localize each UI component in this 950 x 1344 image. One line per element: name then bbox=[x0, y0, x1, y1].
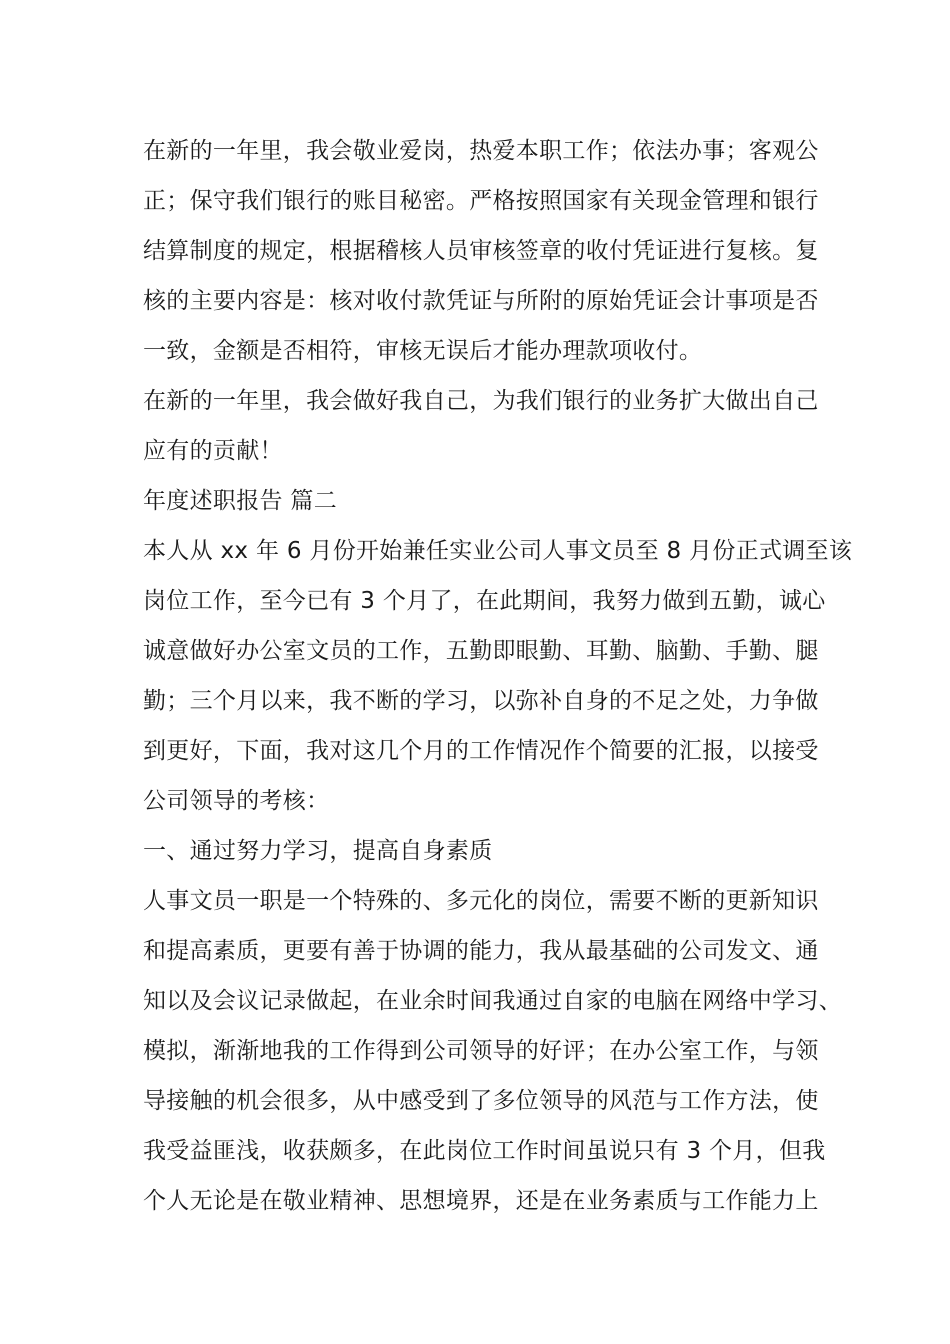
text-line: 模拟，渐渐地我的工作得到公司领导的好评；在办公室工作，与领 bbox=[143, 1038, 819, 1064]
text-line: 本人从 xx 年 6 月份开始兼任实业公司人事文员至 8 月份正式调至该 bbox=[143, 538, 853, 564]
document-body bbox=[143, 126, 853, 1226]
text-line: 诚意做好办公室文员的工作，五勤即眼勤、耳勤、脑勤、手勤、腿 bbox=[143, 638, 819, 664]
text-line: 应有的贡献！ bbox=[143, 438, 283, 464]
text-line: 知以及会议记录做起，在业余时间我通过自家的电脑在网络中学习、 bbox=[143, 988, 842, 1014]
text-line: 正；保守我们银行的账目秘密。严格按照国家有关现金管理和银行 bbox=[143, 188, 819, 214]
text-line: 公司领导的考核： bbox=[143, 788, 330, 814]
text-line: 个人无论是在敬业精神、思想境界，还是在业务素质与工作能力上 bbox=[143, 1188, 819, 1214]
text-line: 一致，金额是否相符，审核无误后才能办理款项收付。 bbox=[143, 338, 703, 364]
text-line: 在新的一年里，我会做好我自己，为我们银行的业务扩大做出自己 bbox=[143, 388, 819, 414]
text-line: 导接触的机会很多，从中感受到了多位领导的风范与工作方法，使 bbox=[143, 1088, 819, 1114]
text-line: 结算制度的规定，根据稽核人员审核签章的收付凭证进行复核。复 bbox=[143, 238, 819, 264]
text-line: 岗位工作，至今已有 3 个月了，在此期间，我努力做到五勤，诚心 bbox=[143, 588, 826, 614]
text-line: 在新的一年里，我会敬业爱岗，热爱本职工作；依法办事；客观公 bbox=[143, 138, 819, 164]
text-line: 人事文员一职是一个特殊的、多元化的岗位，需要不断的更新知识 bbox=[143, 888, 819, 914]
text-line: 勤；三个月以来，我不断的学习，以弥补自身的不足之处，力争做 bbox=[143, 688, 819, 714]
text-line: 我受益匪浅，收获颇多，在此岗位工作时间虽说只有 3 个月，但我 bbox=[143, 1138, 826, 1164]
text-line: 和提高素质，更要有善于协调的能力，我从最基础的公司发文、通 bbox=[143, 938, 819, 964]
section-heading: 年度述职报告 篇二 bbox=[143, 488, 338, 514]
subsection-heading: 一、通过努力学习，提高自身素质 bbox=[143, 838, 493, 864]
text-line: 到更好，下面，我对这几个月的工作情况作个简要的汇报，以接受 bbox=[143, 738, 819, 764]
text-line: 核的主要内容是：核对收付款凭证与所附的原始凭证会计事项是否 bbox=[143, 288, 819, 314]
